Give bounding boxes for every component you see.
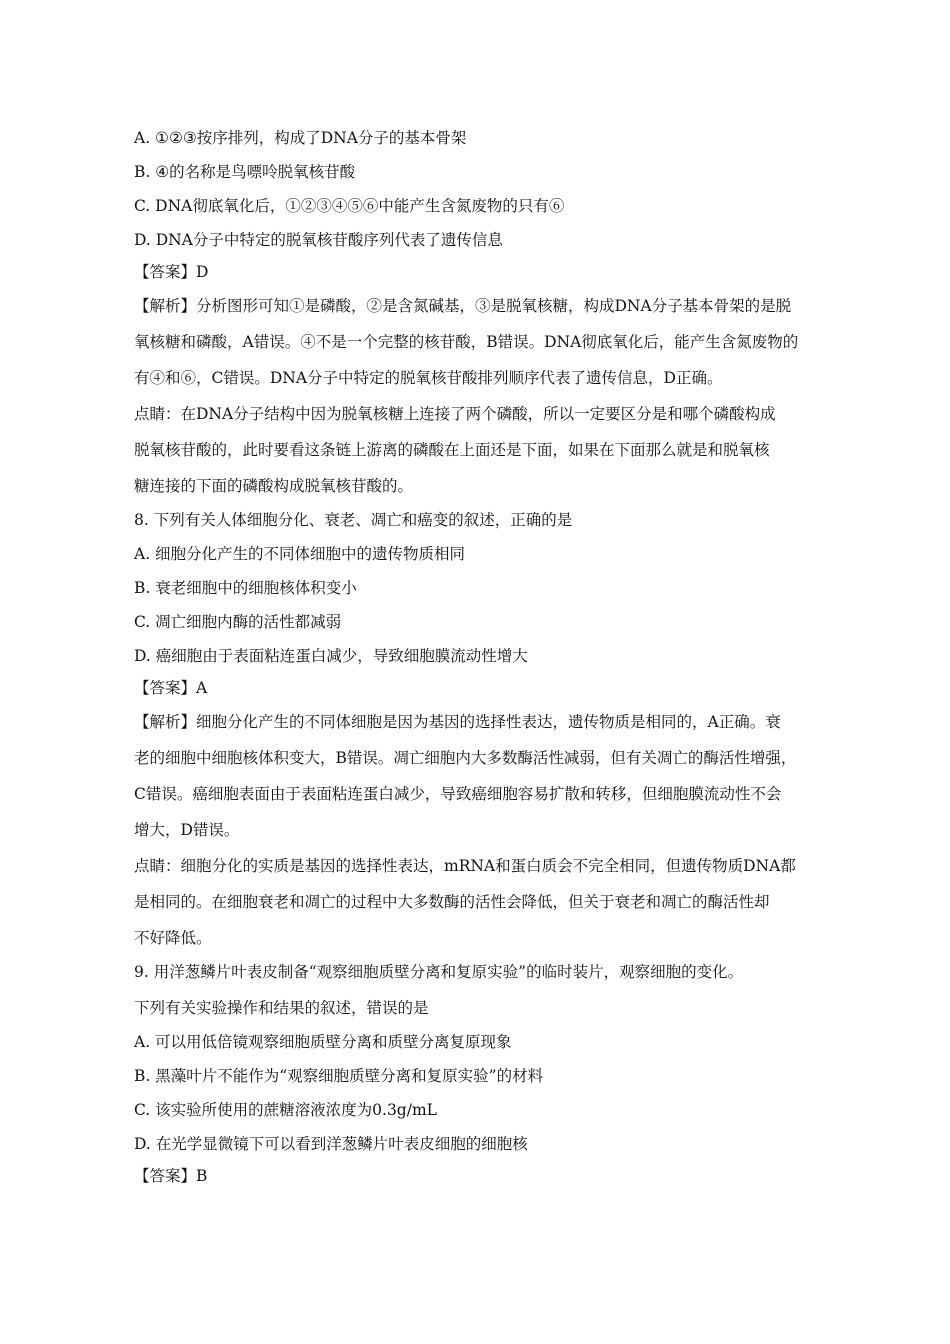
q8-note-line: 是相同的。在细胞衰老和凋亡的过程中大多数酶的活性会降低，但关于衰老和凋亡的酶活性却 — [134, 893, 770, 911]
q9-question: 下列有关实验操作和结果的叙述，错误的是 — [134, 999, 429, 1017]
q8-note-line: 点睛：细胞分化的实质是基因的选择性表达，mRNA和蛋白质会不完全相同，但遗传物质DNA都 — [134, 857, 796, 875]
q7-analysis-line: 【解析】分析图形可知①是磷酸，②是含氮碱基，③是脱氧核糖，构成DNA分子基本骨架的是脱 — [134, 297, 792, 315]
q9-option-a: A. 可以用低倍镜观察细胞质壁分离和质壁分离复原现象 — [134, 1033, 512, 1051]
q7-option-c: C. DNA彻底氧化后，①②③④⑤⑥中能产生含氮废物的只有⑥ — [134, 197, 565, 215]
q7-analysis-line: 有④和⑥，C错误。DNA分子中特定的脱氧核苷酸排列顺序代表了遗传信息，D正确。 — [134, 369, 723, 387]
q9-option-b: B. 黑藻叶片不能作为“观察细胞质壁分离和复原实验”的材料 — [134, 1067, 544, 1085]
q7-analysis-line: 氧核糖和磷酸，A错误。④不是一个完整的核苷酸，B错误。DNA彻底氧化后，能产生含氮废物的 — [134, 333, 799, 351]
q8-analysis-line: 老的细胞中细胞核体积变大，B错误。凋亡细胞内大多数酶活性减弱，但有关凋亡的酶活性增强， — [134, 749, 797, 767]
q8-analysis-line: 增大，D错误。 — [134, 821, 240, 839]
q7-option-d: D. DNA分子中特定的脱氧核苷酸序列代表了遗传信息 — [134, 231, 503, 249]
q9-option-c: C. 该实验所使用的蔗糖溶液浓度为0.3g/mL — [134, 1101, 437, 1119]
q9-answer: 【答案】B — [134, 1167, 208, 1185]
q7-note-line: 糖连接的下面的磷酸构成脱氧核苷酸的。 — [134, 477, 414, 495]
q8-answer: 【答案】A — [134, 679, 208, 697]
q7-note-line: 脱氧核苷酸的，此时要看这条链上游离的磷酸在上面还是下面，如果在下面那么就是和脱氧核 — [134, 441, 770, 459]
q7-answer: 【答案】D — [134, 263, 209, 281]
q8-analysis-line: 【解析】细胞分化产生的不同体细胞是因为基因的选择性表达，遗传物质是相同的，A正确。衰 — [134, 713, 781, 731]
q8-question: 8. 下列有关人体细胞分化、衰老、凋亡和癌变的叙述，正确的是 — [134, 511, 573, 529]
q8-option-d: D. 癌细胞由于表面粘连蛋白减少，导致细胞膜流动性增大 — [134, 647, 528, 665]
q8-option-c: C. 凋亡细胞内酶的活性都减弱 — [134, 613, 342, 631]
q7-option-b: B. ④的名称是鸟嘌呤脱氧核苷酸 — [134, 163, 356, 181]
q8-option-b: B. 衰老细胞中的细胞核体积变小 — [134, 579, 357, 597]
q8-option-a: A. 细胞分化产生的不同体细胞中的遗传物质相同 — [134, 545, 466, 563]
q9-question: 9. 用洋葱鳞片叶表皮制备“观察细胞质壁分离和复原实验”的临时装片，观察细胞的变化。 — [134, 963, 744, 981]
q7-option-a: A. ①②③按序排列，构成了DNA分子的基本骨架 — [134, 129, 467, 147]
q8-analysis-line: C错误。癌细胞表面由于表面粘连蛋白减少，导致癌细胞容易扩散和转移，但细胞膜流动性不会 — [134, 785, 782, 803]
q9-option-d: D. 在光学显微镜下可以看到洋葱鳞片叶表皮细胞的细胞核 — [134, 1135, 528, 1153]
q7-note-line: 点睛：在DNA分子结构中因为脱氧核糖上连接了两个磷酸，所以一定要区分是和哪个磷酸构成 — [134, 405, 776, 423]
q8-note-line: 不好降低。 — [134, 929, 212, 947]
